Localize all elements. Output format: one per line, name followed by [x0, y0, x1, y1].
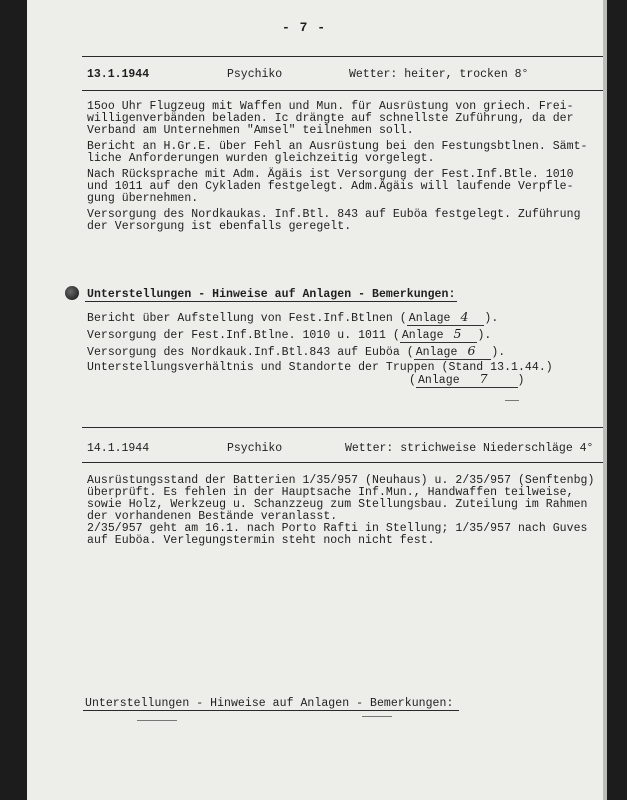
annex-reference-last: ( Anlage 7 ): [409, 371, 525, 387]
entry2-line: Ausrüstungsstand der Batterien 1/35/957 (Neuhaus) u. 2/35/957 (Senftenbg): [87, 474, 595, 487]
section1-item: Bericht über Aufstellung von Fest.Inf.Btlnen ( Anlage 4 ).: [87, 309, 499, 325]
entry1-line: Nach Rücksprache mit Adm. Ägäis ist Versorgung der Fest.Inf.Btle. 1010: [87, 168, 574, 181]
entry1-line: 15oo Uhr Flugzeug mit Waffen und Mun. für Ausrüstung von griech. Frei-: [87, 100, 574, 113]
entry1-weather: Wetter: heiter, trocken 8°: [349, 68, 529, 81]
section1-item-text: Versorgung des Nordkauk.Inf.Btl.843 auf Euböa: [87, 346, 400, 359]
pencil-mark: [137, 720, 177, 721]
section1-item-stand: (Stand 13.1.44.): [441, 361, 553, 374]
entry1-line: Versorgung des Nordkaukas. Inf.Btl. 843 auf Euböa festgelegt. Zuführung: [87, 208, 581, 221]
section1-item-text: Versorgung der Fest.Inf.Btlne. 1010 u. 1011: [87, 329, 386, 342]
section2-heading-underline: [83, 710, 459, 711]
annex-reference: Anlage 4: [407, 310, 485, 326]
annex-reference: Anlage 5: [400, 327, 478, 343]
page-number: - 7 -: [282, 20, 327, 35]
entry2-line: auf Euböa. Verlegungstermin steht noch nicht fest.: [87, 534, 435, 547]
section1-heading: Unterstellungen - Hinweise auf Anlagen - Bemerkungen:: [87, 288, 456, 301]
document-page: [27, 0, 607, 800]
entry1-place: Psychiko: [227, 68, 283, 81]
section1-item-text: Bericht über Aufstellung von Fest.Inf.Btlnen: [87, 312, 393, 325]
entry1-line: liche Anforderungen wurden gleichzeitig vorgelegt.: [87, 152, 435, 165]
entry1-line: Bericht an H.Gr.E. über Fehl an Ausrüstung bei den Festungsbtlnen. Sämt-: [87, 140, 588, 153]
section1-item: Versorgung der Fest.Inf.Btlne. 1010 u. 1011 ( Anlage 5 ).: [87, 326, 492, 342]
section1-item: Versorgung des Nordkauk.Inf.Btl.843 auf Euböa ( Anlage 6 ).: [87, 343, 506, 359]
header2-rule-bottom: [82, 462, 607, 463]
entry2-line: 2/35/957 geht am 16.1. nach Porto Rafti in Stellung; 1/35/957 nach Guves: [87, 522, 588, 535]
entry2-date: 14.1.1944: [87, 442, 150, 455]
entry2-weather: Wetter: strichweise Niederschläge 4°: [345, 442, 594, 455]
section2-heading: Unterstellungen - Hinweise auf Anlagen - Bemerkungen:: [85, 697, 454, 710]
entry2-line: der vorhandenen Bestände veranlasst.: [87, 510, 338, 523]
header-rule-bottom: [82, 90, 607, 91]
entry1-line: gung übernehmen.: [87, 192, 199, 205]
entry2-place: Psychiko: [227, 442, 283, 455]
pencil-mark: [505, 400, 519, 401]
header2-rule-top: [82, 427, 607, 428]
entry1-line: willigenverbänden beladen. Ic drängte auf schnellste Zuführung, da der: [87, 112, 574, 125]
annex-reference: Anlage 6: [414, 344, 492, 360]
entry2-line: überprüft. Es fehlen in der Hauptsache Inf.Mun., Handwaffen teilweise,: [87, 486, 574, 499]
punch-hole: [65, 286, 79, 300]
section1-item-text: Unterstellungsverhältnis und Standorte der Truppen: [87, 361, 435, 374]
section1-heading-underline: [85, 301, 457, 302]
entry1-line: der Versorgung ist ebenfalls geregelt.: [87, 220, 352, 233]
entry1-line: und 1011 auf den Cykladen festgelegt. Adm.Ägäis will laufende Verpfle-: [87, 180, 574, 193]
entry1-date: 13.1.1944: [87, 68, 150, 81]
entry2-line: sowie Holz, Werkzeug u. Schanzzeug zum Stellungsbau. Zuteilung im Rahmen: [87, 498, 588, 511]
pencil-mark: [362, 716, 392, 717]
entry1-line: Verband am Unternehmen "Amsel" teilnehmen soll.: [87, 124, 414, 137]
header-rule-top: [82, 56, 607, 57]
